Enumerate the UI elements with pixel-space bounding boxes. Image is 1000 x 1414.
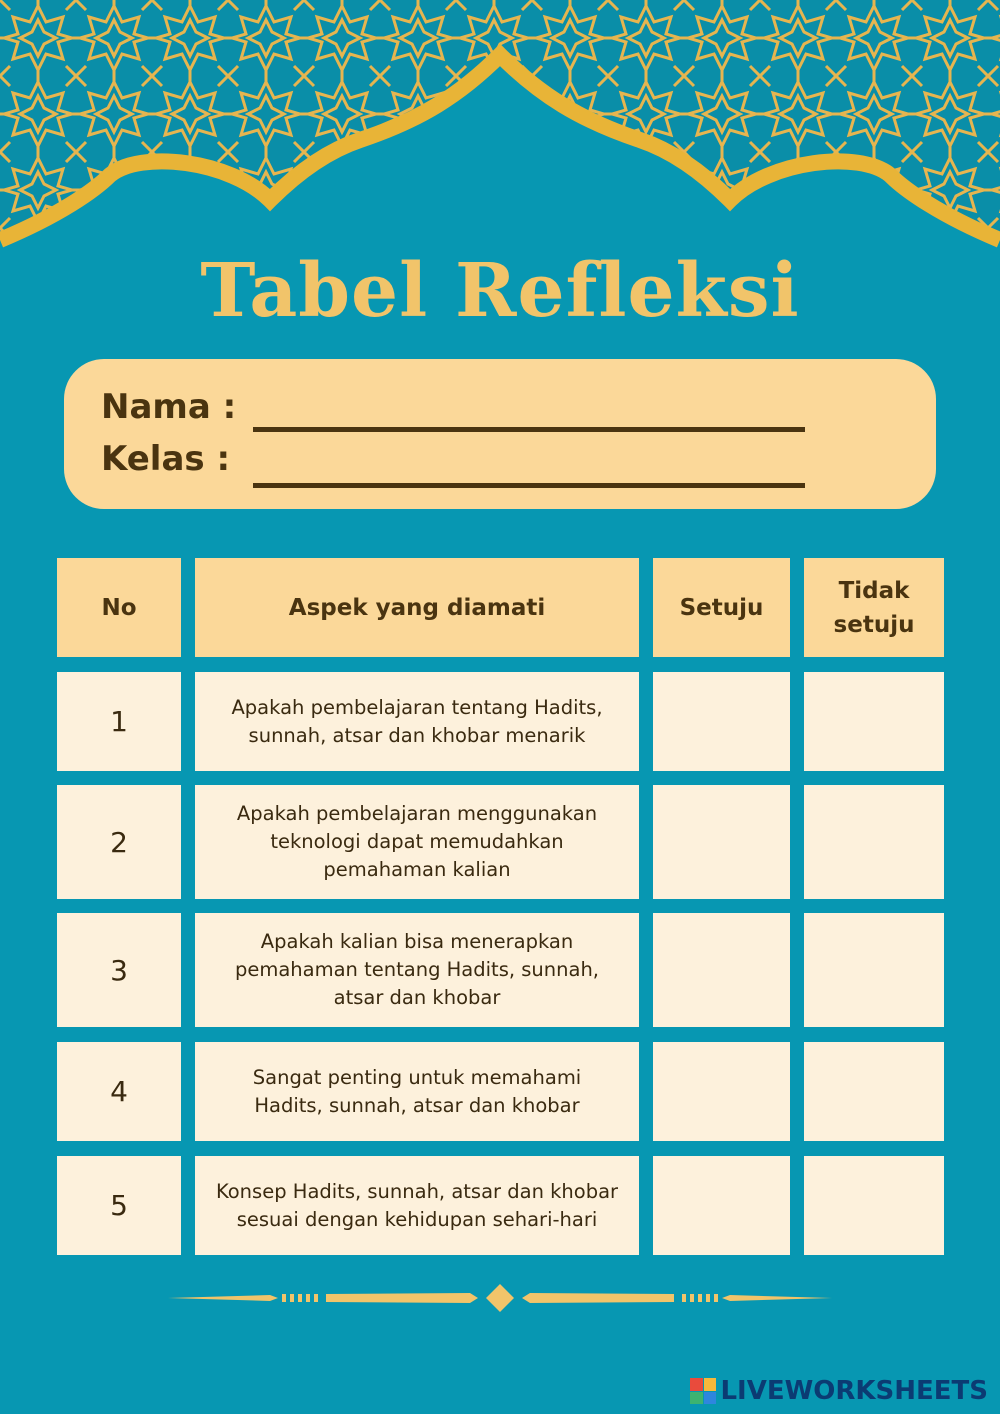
row-5-disagree-box[interactable] bbox=[804, 1156, 944, 1255]
row-2-agree-box[interactable] bbox=[653, 785, 790, 899]
row-3-disagree-box[interactable] bbox=[804, 913, 944, 1027]
row-1-agree-box[interactable] bbox=[653, 672, 790, 771]
identity-box bbox=[64, 359, 936, 509]
row-4-disagree-box[interactable] bbox=[804, 1042, 944, 1141]
row-2-number: 2 bbox=[57, 785, 181, 899]
row-3-aspect: Apakah kalian bisa menerapkan pemahaman tentang Hadits, sunnah, atsar dan khobar bbox=[195, 913, 639, 1027]
header-agree: Setuju bbox=[653, 558, 790, 657]
class-label: Kelas : bbox=[101, 439, 231, 479]
row-1-aspect: Apakah pembelajaran tentang Hadits, sunnah, atsar dan khobar menarik bbox=[195, 672, 639, 771]
liveworksheets-watermark bbox=[690, 1376, 988, 1406]
watermark-text: LIVEWORKSHEETS bbox=[720, 1376, 988, 1406]
ornamental-divider bbox=[160, 1278, 840, 1318]
header-no: No bbox=[57, 558, 181, 657]
row-4-number: 4 bbox=[57, 1042, 181, 1141]
row-5-number: 5 bbox=[57, 1156, 181, 1255]
page-title: Tabel Refleksi bbox=[200, 248, 800, 334]
class-input-line[interactable] bbox=[253, 483, 805, 488]
row-2-aspect: Apakah pembelajaran menggunakan teknologi dapat memudahkan pemahaman kalian bbox=[195, 785, 639, 899]
header-aspect: Aspek yang diamati bbox=[195, 558, 639, 657]
name-input-line[interactable] bbox=[253, 427, 805, 432]
row-4-aspect: Sangat penting untuk memahami Hadits, sunnah, atsar dan khobar bbox=[195, 1042, 639, 1141]
row-2-disagree-box[interactable] bbox=[804, 785, 944, 899]
row-1-disagree-box[interactable] bbox=[804, 672, 944, 771]
name-label: Nama : bbox=[101, 387, 237, 427]
row-1-number: 1 bbox=[57, 672, 181, 771]
row-5-aspect: Konsep Hadits, sunnah, atsar dan khobar sesuai dengan kehidupan sehari-hari bbox=[195, 1156, 639, 1255]
row-4-agree-box[interactable] bbox=[653, 1042, 790, 1141]
row-3-number: 3 bbox=[57, 913, 181, 1027]
row-3-agree-box[interactable] bbox=[653, 913, 790, 1027]
header-ornament bbox=[0, 0, 1000, 260]
row-5-agree-box[interactable] bbox=[653, 1156, 790, 1255]
liveworksheets-logo-icon bbox=[690, 1378, 716, 1404]
header-disagree: Tidak setuju bbox=[804, 558, 944, 657]
